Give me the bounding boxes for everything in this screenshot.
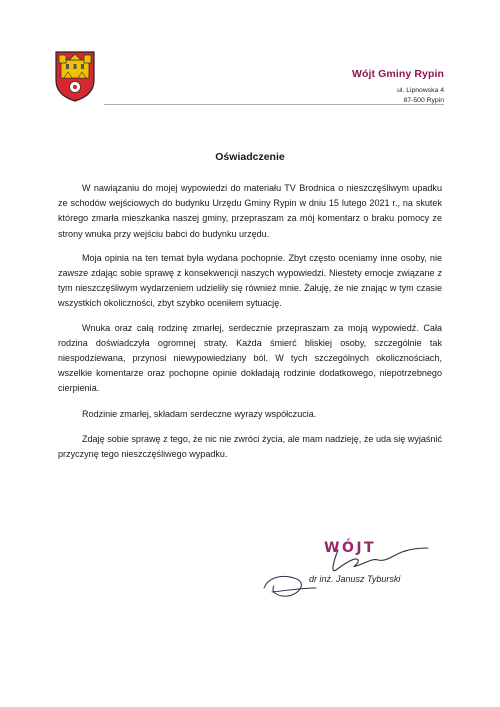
handwritten-signature [260, 530, 450, 610]
paragraph: Wnuka oraz całą rodzinę zmarłej, serdecznie przepraszam za moją wypowiedź. Cała rodzina doświadczyła ogromnej straty. Każda śmierć bliskiej osoby, szczególnie tak niespodziewana, przynosi niewypowiedziany ból. W tych szczególnych okolicznościach, wszelkie komentarze oraz pochopne opinie dokładają rodzinie dodatkowego, niepotrzebnego cierpienia. [58, 322, 442, 394]
paragraph: Rodzinie zmarłej, składam serdeczne wyrazy współczucia. [82, 408, 317, 419]
signature-block [260, 530, 450, 610]
document-title: Oświadczenie [215, 151, 285, 163]
letterhead [352, 68, 444, 105]
stamp-name: dr inż. Janusz Tyburski [309, 574, 401, 584]
letterhead-divider [104, 104, 444, 105]
letterhead-title: Wójt Gminy Rypin [351, 68, 444, 80]
letterhead-city: 87-500 Rypin [403, 96, 444, 104]
paragraph: Moja opinia na ten temat była wydana pochopnie. Zbyt często oceniamy inne osoby, nie zawsze zdając sobie sprawę z konsekwencji naszych wypowiedzi. Niestety emocje związane z tym nieszczęśliwym wydarzeniem udzieliły się również mnie. Żałuję, że nie znając w tym czasie wszystkich okoliczności, zbyt szybko oceniłem sytuację. [58, 252, 442, 309]
stamp-title: WÓJT [324, 540, 377, 556]
document-body [58, 181, 442, 462]
paragraph: Zdaję sobie sprawę z tego, że nic nie zwróci życia, ale mam nadzieję, że uda się wyjaśnić przyczynę tego nieszczęśliwego wypadku. [58, 433, 442, 460]
coat-of-arms-icon [54, 50, 96, 102]
paragraph: W nawiązaniu do mojej wypowiedzi do materiału TV Brodnica o nieszczęśliwym upadku ze schodów wejściowych do budynku Urzędu Gminy Rypin w dniu 15 lutego 2021 r., na skutek którego zmarła mieszkanka naszej gminy, przepraszam za mój komentarz o braku pomocy ze strony wnuka przy wejściu babci do budynku urzędu. [58, 183, 442, 239]
letterhead-street: ul. Lipnowska 4 [397, 87, 444, 94]
